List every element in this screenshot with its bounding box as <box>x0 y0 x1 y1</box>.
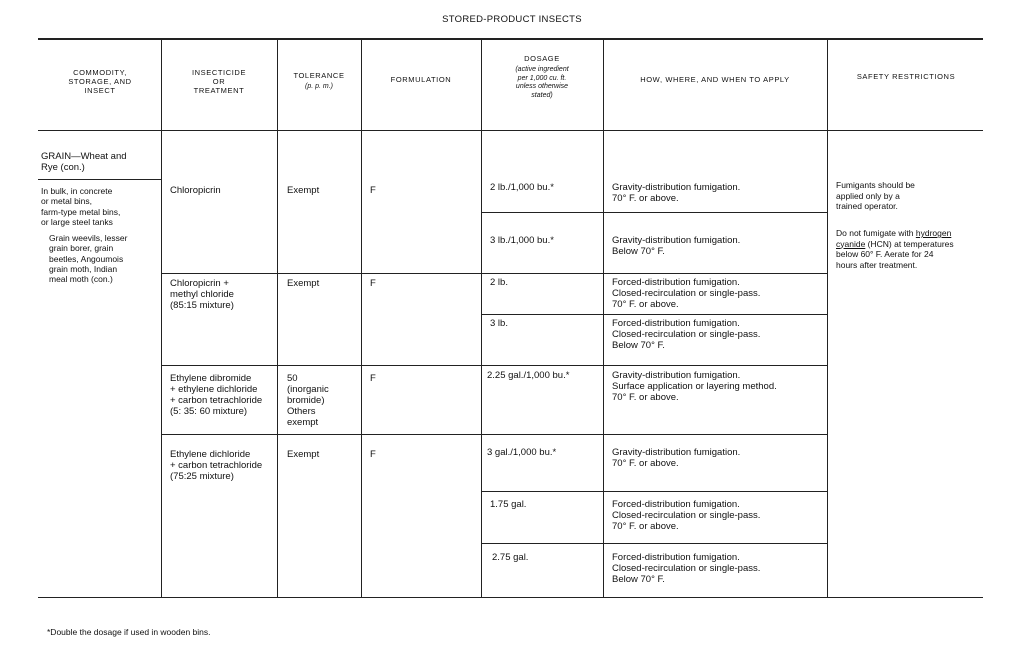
col-divider-2 <box>277 38 278 598</box>
safety-hcn-text-b: (HCN) at temperatures below 60° F. Aerate for 24 hours after treatment. <box>836 238 954 270</box>
col-divider-6 <box>827 38 828 598</box>
footnote: *Double the dosage if used in wooden bins. <box>47 627 211 637</box>
table-top-rule <box>38 38 983 40</box>
header-formulation: FORMULATION <box>390 75 452 84</box>
treatment-name: Chloropicrin <box>170 185 221 196</box>
treatment-formulation: F <box>370 185 376 196</box>
commodity-storage: In bulk, in concrete or metal bins, farm-type metal bins, or large steel tanks <box>41 186 121 227</box>
table-bottom-rule <box>38 597 983 598</box>
dosage-value: 3 gal./1,000 bu.* <box>487 447 557 458</box>
application-method: Forced-distribution fumigation. Closed-recirculation or single-pass. 70° F. or above. <box>612 499 761 532</box>
application-method: Gravity-distribution fumigation. Surface application or layering method. 70° F. or above. <box>612 370 777 403</box>
grain-divider <box>38 179 162 180</box>
safety-hcn-note <box>836 228 986 270</box>
header-bottom-rule <box>38 130 983 131</box>
col-divider-1 <box>161 38 162 598</box>
treatment-name: Chloropicrin + methyl chloride (85:15 mixture) <box>170 278 234 311</box>
header-dosage-note: (active ingredient per 1,000 cu. ft. unless otherwise stated) <box>515 66 569 99</box>
col-divider-3 <box>361 38 362 598</box>
dosage-value: 2.25 gal./1,000 bu.* <box>487 370 570 381</box>
treatment-tolerance: Exempt <box>287 449 320 460</box>
dosage-value: 3 lb. <box>490 318 508 329</box>
row-divider <box>482 491 828 492</box>
safety-hcn-cyanide: cyanide <box>836 238 866 249</box>
header-dosage: DOSAGE <box>524 54 560 63</box>
dosage-value: 2 lb./1,000 bu.* <box>490 182 554 193</box>
treatment-tolerance: Exempt <box>287 185 320 196</box>
col-divider-5 <box>603 38 604 598</box>
row-divider <box>482 212 828 213</box>
treatment-tolerance: 50 (inorganic bromide) Others exempt <box>287 373 329 428</box>
treatment-formulation: F <box>370 373 376 384</box>
treatment-formulation: F <box>370 278 376 289</box>
dosage-value: 1.75 gal. <box>490 499 527 510</box>
commodity-grain: GRAIN—Wheat and Rye (con.) <box>41 151 127 173</box>
header-insecticide: INSECTICIDE OR TREATMENT <box>191 68 247 95</box>
application-method: Forced-distribution fumigation. Closed-recirculation or single-pass. Below 70° F. <box>612 552 761 585</box>
header-commodity: COMMODITY, STORAGE, AND INSECT <box>68 68 132 95</box>
safety-hcn-hydrogen: hydrogen <box>915 228 952 238</box>
dosage-value: 2.75 gal. <box>492 552 529 563</box>
header-how: HOW, WHERE, AND WHEN TO APPLY <box>640 75 790 84</box>
application-method: Forced-distribution fumigation. Closed-recirculation or single-pass. Below 70° F. <box>612 318 761 351</box>
header-tolerance: TOLERANCE <box>293 71 345 80</box>
row-divider <box>482 314 828 315</box>
application-method: Gravity-distribution fumigation. 70° F. or above. <box>612 182 741 204</box>
group-divider <box>162 434 828 435</box>
header-safety: SAFETY RESTRICTIONS <box>856 72 956 81</box>
safety-operator-note: Fumigants should be applied only by a trained operator. <box>836 180 915 211</box>
treatment-tolerance: Exempt <box>287 278 320 289</box>
page-title: STORED-PRODUCT INSECTS <box>442 14 582 25</box>
application-method: Gravity-distribution fumigation. Below 70° F. <box>612 235 741 257</box>
commodity-insects: Grain weevils, lesser grain borer, grain beetles, Angoumois grain moth, Indian meal moth (con.) <box>49 233 128 285</box>
dosage-value: 3 lb./1,000 bu.* <box>490 235 554 246</box>
dosage-value: 2 lb. <box>490 277 508 288</box>
header-tolerance-unit: (p. p. m.) <box>304 83 333 90</box>
application-method: Forced-distribution fumigation. Closed-recirculation or single-pass. 70° F. or above. <box>612 277 761 310</box>
treatment-name: Ethylene dichloride + carbon tetrachloride (75:25 mixture) <box>170 449 263 482</box>
row-divider <box>482 543 828 544</box>
application-method: Gravity-distribution fumigation. 70° F. or above. <box>612 447 741 469</box>
treatment-formulation: F <box>370 449 376 460</box>
safety-hcn-text-a: Do not fumigate with <box>836 228 916 238</box>
group-divider <box>162 273 828 274</box>
group-divider <box>162 365 828 366</box>
treatment-name: Ethylene dibromide + ethylene dichloride + carbon tetrachloride (5: 35: 60 mixture) <box>170 373 263 417</box>
col-divider-4 <box>481 38 482 598</box>
